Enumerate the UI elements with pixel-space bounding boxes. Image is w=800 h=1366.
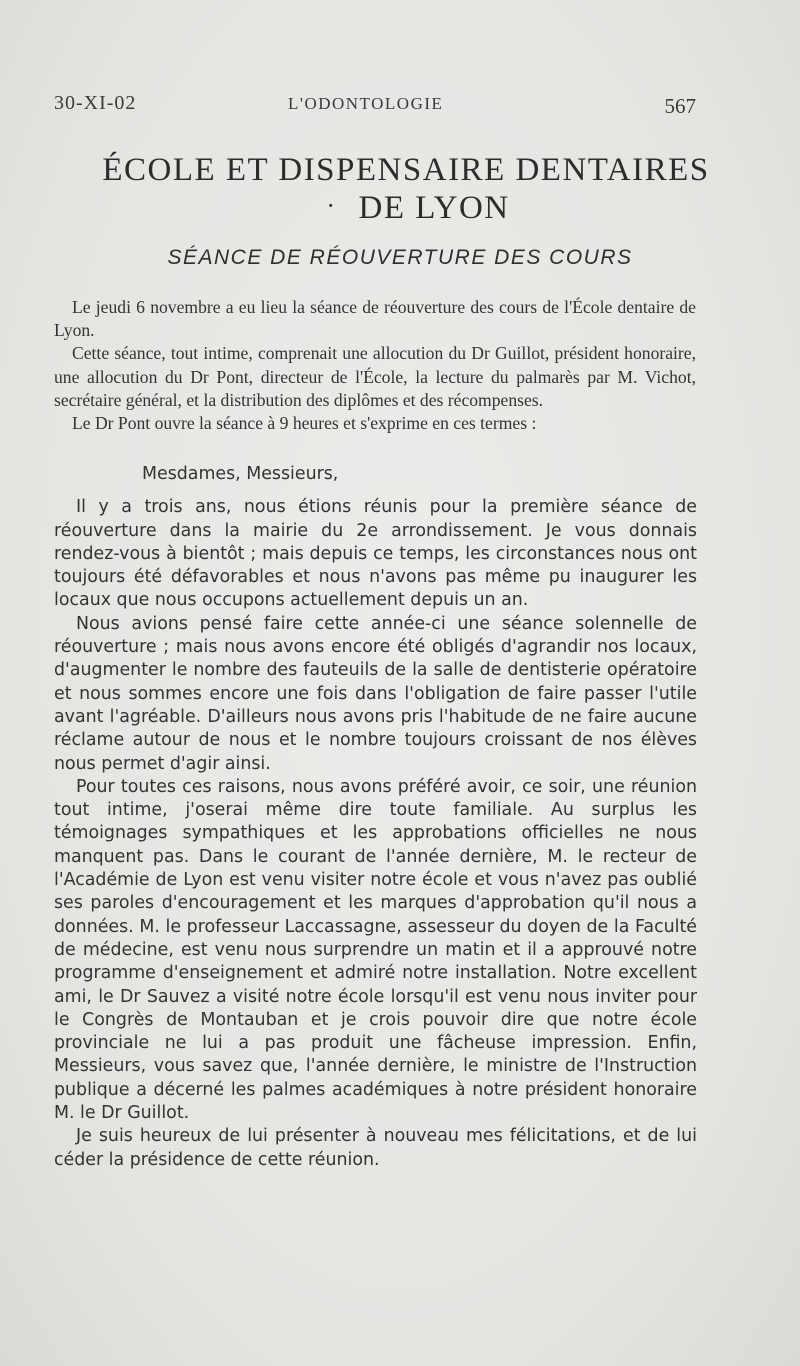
article-title-line-2	[18, 190, 800, 227]
speech-paragraph-4: Je suis heureux de lui présenter à nouveau mes félicitations, et de lui céder la présidence de cette réunion.	[54, 1126, 697, 1170]
intro-section	[54, 296, 696, 435]
issue-date: 30-XI-02	[54, 92, 137, 114]
article-subtitle: SÉANCE DE RÉOUVERTURE DES COURS	[167, 246, 633, 269]
intro-paragraph-3: Le Dr Pont ouvre la séance à 9 heures et s'exprime en ces termes :	[72, 413, 537, 434]
article-title-line-2-text: DE LYON	[358, 190, 510, 226]
page-number: 567	[664, 94, 696, 118]
title-bullet: ·	[326, 191, 337, 220]
speech-salutation: Mesdames, Messieurs,	[142, 464, 339, 484]
intro-paragraph-1: Le jeudi 6 novembre a eu lieu la séance de réouverture des cours de l'École dentaire de Lyon.	[54, 297, 696, 341]
article-title-line-1: ÉCOLE ET DISPENSAIRE DENTAIRES	[102, 152, 710, 188]
speech-paragraph-3: Pour toutes ces raisons, nous avons préféré avoir, ce soir, une réunion tout intime, j'oserai même dire toute familiale. Au surplus les témoignages sympathiques et les approbations officielles ne nous manquent pas. Dans le courant de l'année dernière, M. le recteur de l'Académie de Lyon est venu visiter notre école et vous n'avez pas oublié ses paroles d'encouragement et les marques d'approbation qu'il nous a données. M. le professeur Laccassagne, assesseur du doyen de la Faculté de médecine, est venu nous surprendre un matin et il a approuvé notre programme d'enseignement et admiré notre installation. Notre excellent ami, le Dr Sauvez a visité notre école lorsqu'il est venu nous inviter pour le Congrès de Montauban et je crois pouvoir dire que notre école provinciale ne lui a pas produit une fâcheuse impression. Enfin, Messieurs, vous savez que, l'année dernière, le ministre de l'Instruction publique a décerné les palmes académiques à notre président honoraire M. le Dr Guillot.	[54, 776, 697, 1124]
intro-paragraph-2: Cette séance, tout intime, comprenait une allocution du Dr Guillot, président honoraire, une allocution du Dr Pont, directeur de l'École, la lecture du palmarès par M. Vichot, secrétaire général, et la distribution des diplômes et des récompenses.	[54, 343, 696, 410]
journal-name: L'ODONTOLOGIE	[288, 94, 444, 113]
speech-paragraph-2: Nous avions pensé faire cette année-ci une séance solennelle de réouverture ; mais nous avons encore été obligés d'agrandir nos locaux, d'augmenter le nombre des fauteuils de la salle de dentisterie opératoire et nous sommes encore une fois dans l'obligation de faire passer l'utile avant l'agréable. D'ailleurs nous avons pris l'habitude de ne faire aucune réclame autour de nous et le nombre toujours croissant de nos élèves nous permet d'agir ainsi.	[54, 613, 697, 774]
running-header	[54, 92, 696, 122]
speech-paragraph-1: Il y a trois ans, nous étions réunis pour la première séance de réouverture dans la mairie du 2e arrondissement. Je vous donnais rendez-vous à bientôt ; mais depuis ce temps, les circonstances nous ont toujours été défavorables et nous n'avons pas même pu inaugurer les locaux que nous occupons actuellement depuis un an.	[54, 497, 697, 611]
speech-section	[54, 463, 697, 1172]
